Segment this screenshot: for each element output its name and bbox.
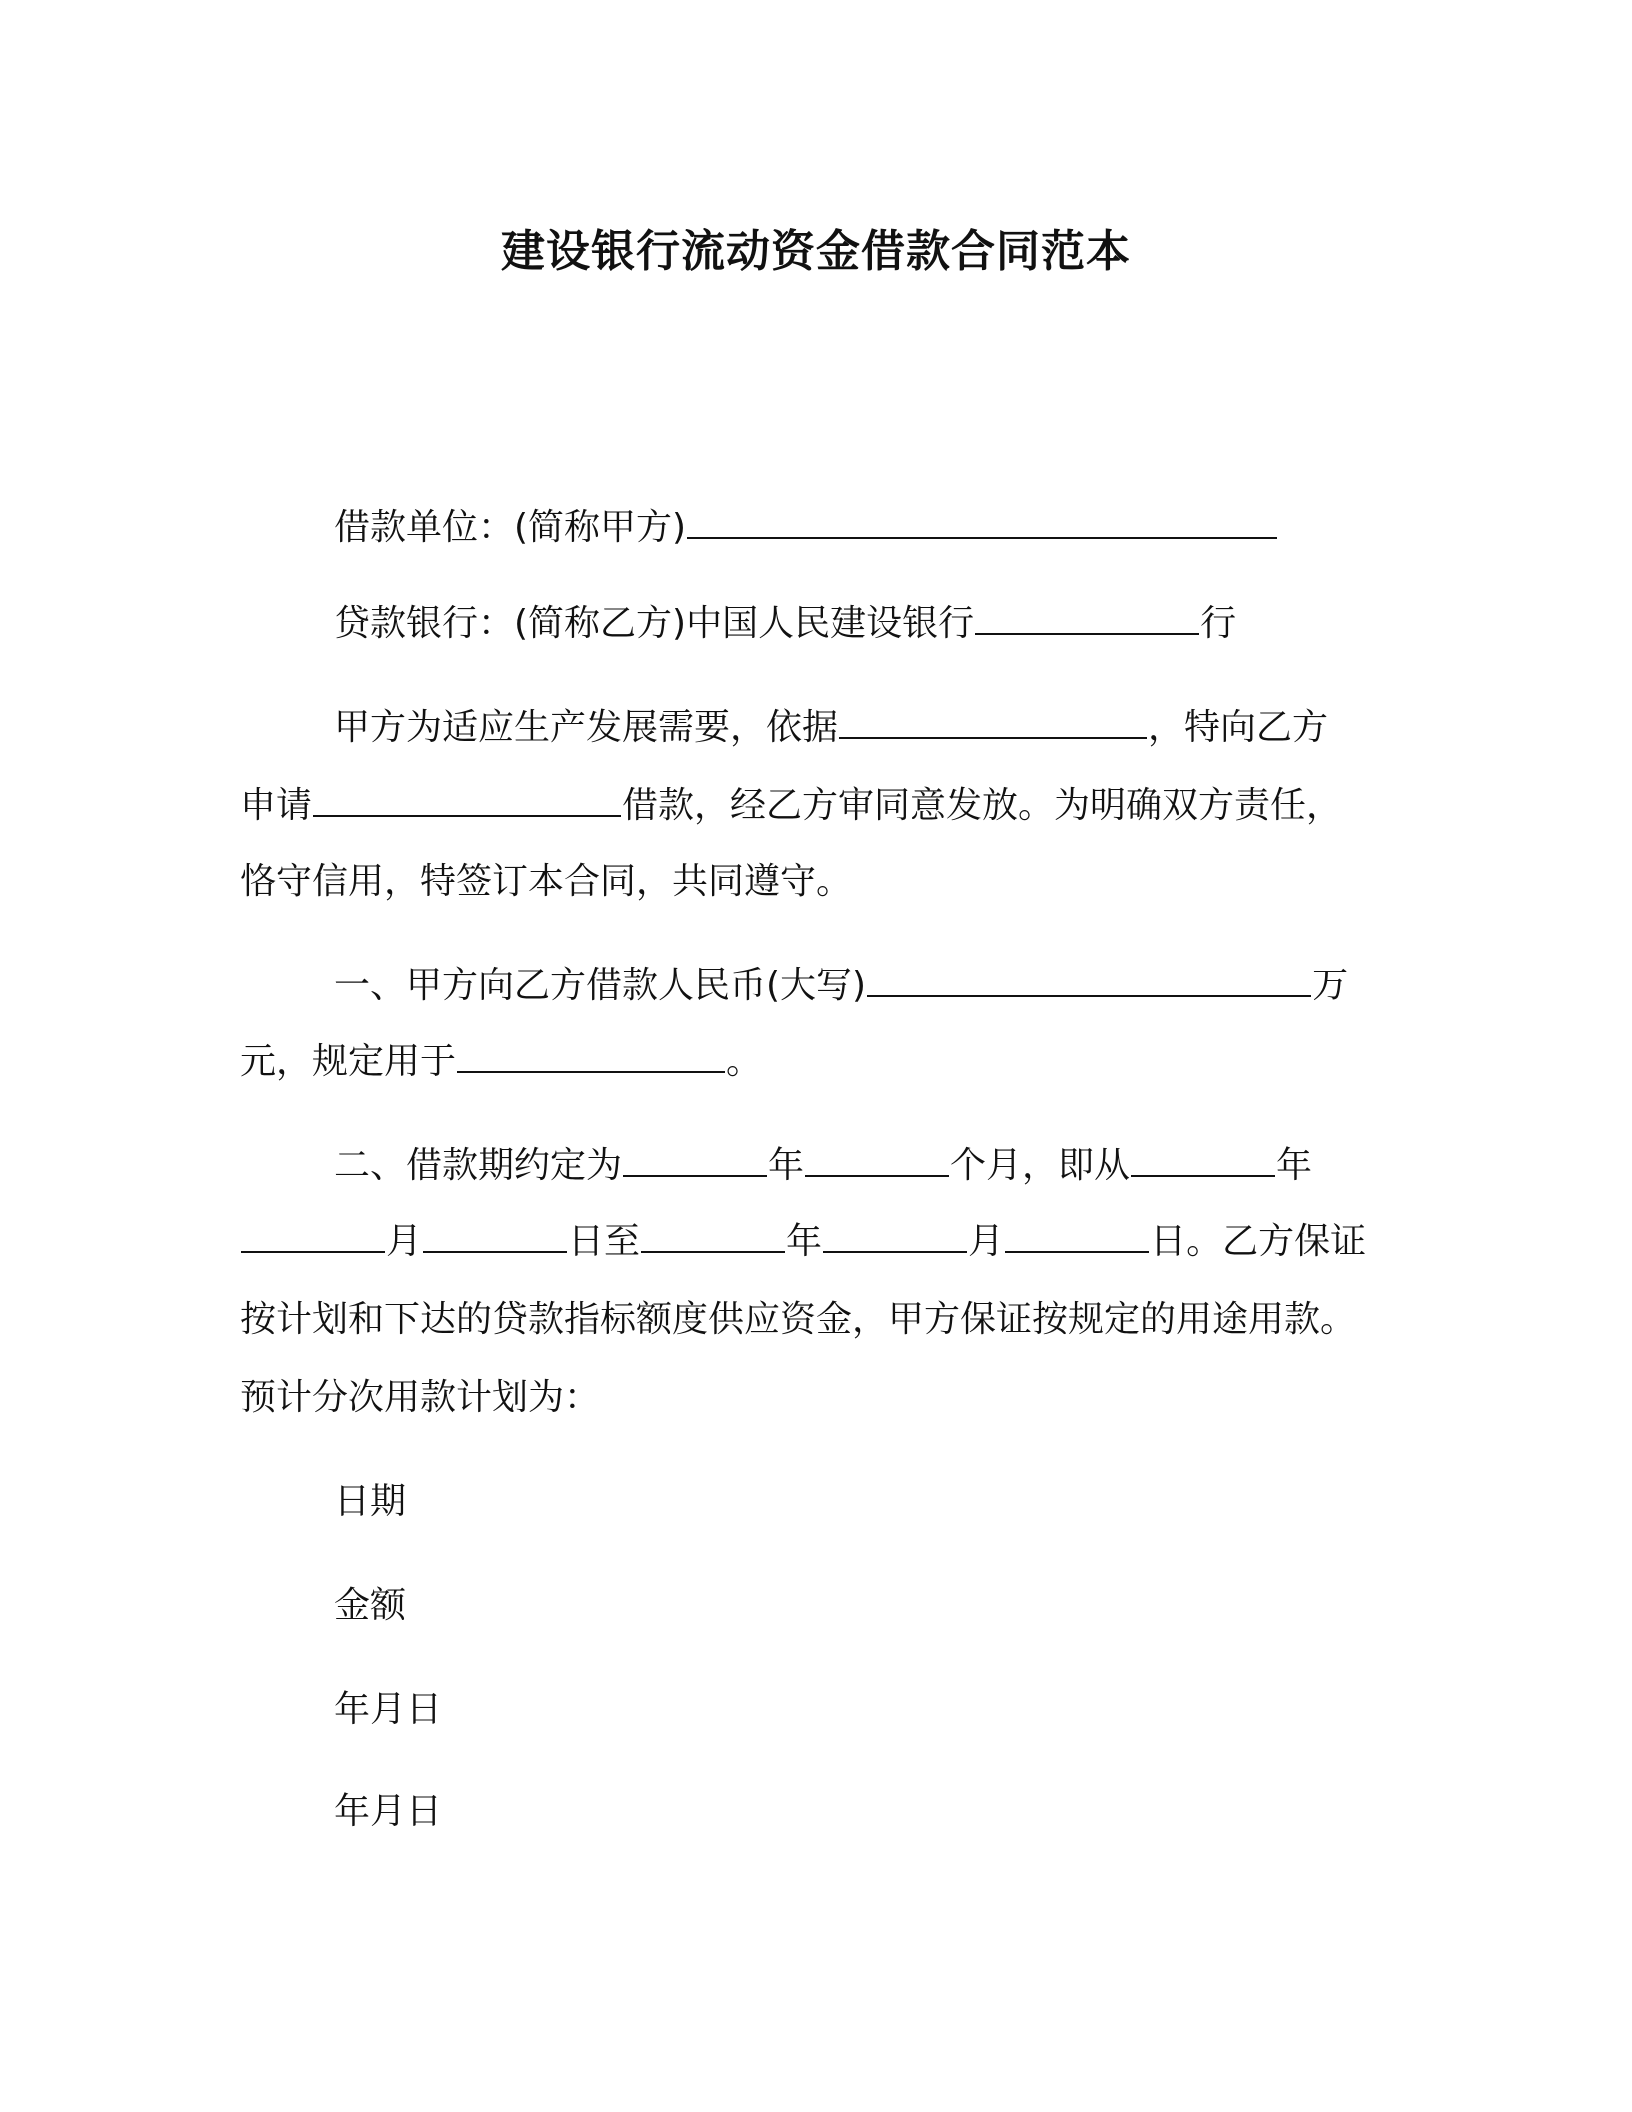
start-day-blank[interactable]	[423, 1217, 567, 1253]
clause2-line-1	[334, 1140, 1312, 1192]
clause1-line-2	[240, 1036, 762, 1088]
clause2-text-1b: 年	[768, 1145, 805, 1186]
clause2-text-4: 预计分次用款计划为：	[240, 1377, 601, 1418]
preamble-text-1b: ，特向乙方	[1148, 707, 1329, 748]
clause2-text-2e: 日。乙方保证	[1150, 1221, 1367, 1262]
preamble-line-2	[240, 780, 1342, 832]
clause2-line-2	[240, 1216, 1366, 1268]
clause2-text-2c: 年	[786, 1221, 823, 1262]
preamble-text-1a: 甲方为适应生产发展需要，依据	[334, 707, 839, 748]
purpose-blank[interactable]	[457, 1037, 725, 1073]
end-month-blank[interactable]	[823, 1217, 967, 1253]
end-year-blank[interactable]	[641, 1217, 785, 1253]
term-years-blank[interactable]	[623, 1141, 767, 1177]
lender-suffix: 行	[1200, 603, 1237, 644]
clause2-text-2d: 月	[968, 1221, 1005, 1262]
clause2-text-1d: 年	[1276, 1145, 1313, 1186]
preamble-text-2b: 借款，经乙方审同意发放。为明确双方责任，	[622, 785, 1343, 826]
schedule-row-1: 年月日	[334, 1689, 443, 1730]
clause2-text-1a: 二、借款期约定为	[334, 1145, 623, 1186]
preamble-line-1	[334, 702, 1328, 754]
clause2-line-3	[240, 1294, 1356, 1346]
lender-line	[334, 598, 1236, 650]
preamble-text-2a: 申请	[240, 785, 313, 826]
preamble-text-3: 恪守信用，特签订本合同，共同遵守。	[240, 861, 853, 902]
clause2-text-3: 按计划和下达的贷款指标额度供应资金，甲方保证按规定的用途用款。	[240, 1299, 1357, 1340]
clause1-text-1a: 一、甲方向乙方借款人民币(大写)	[334, 965, 867, 1006]
document-title: 建设银行流动资金借款合同范本	[501, 226, 1131, 277]
start-year-blank[interactable]	[1131, 1141, 1275, 1177]
lender-label: 贷款银行：(简称乙方)中国人民建设银行	[334, 603, 975, 644]
basis-blank[interactable]	[839, 703, 1147, 739]
clause1-text-2b: 。	[726, 1041, 763, 1082]
amount-words-blank[interactable]	[867, 961, 1311, 997]
start-month-blank[interactable]	[241, 1217, 385, 1253]
borrower-line	[334, 502, 1278, 554]
borrower-label: 借款单位：(简称甲方)	[334, 507, 687, 548]
preamble-line-3	[240, 856, 852, 908]
clause2-text-1c: 个月，即从	[950, 1145, 1131, 1186]
schedule-row-2: 年月日	[334, 1791, 443, 1832]
schedule-date-label: 日期	[334, 1481, 407, 1522]
loan-type-blank[interactable]	[313, 781, 621, 817]
borrower-name-blank[interactable]	[687, 503, 1277, 539]
clause1-line-1	[334, 960, 1348, 1012]
clause2-text-2b: 日至	[568, 1221, 641, 1262]
clause1-text-1b: 万	[1312, 965, 1349, 1006]
clause1-text-2a: 元，规定用于	[240, 1041, 457, 1082]
lender-branch-blank[interactable]	[975, 599, 1199, 635]
schedule-amount-label: 金额	[334, 1585, 407, 1626]
term-months-blank[interactable]	[805, 1141, 949, 1177]
clause2-line-4	[240, 1372, 600, 1424]
clause2-text-2a: 月	[386, 1221, 423, 1262]
end-day-blank[interactable]	[1005, 1217, 1149, 1253]
